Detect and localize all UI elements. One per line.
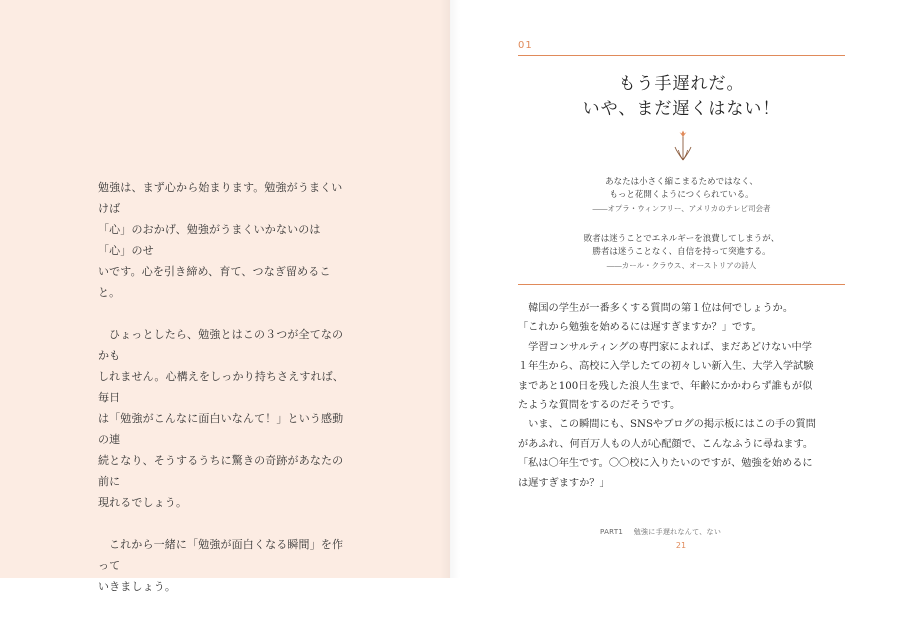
page-number: 21	[675, 541, 687, 550]
text-line: いきましょう。	[98, 580, 177, 593]
left-paragraph-2	[98, 324, 344, 513]
text-line: いです。心を引き締め、育て、つなぎ留めること。	[98, 265, 331, 299]
chapter-title-line-2: いや、まだ遅くはない！	[582, 99, 781, 119]
epigraph-attribution: ――カール・クラウス、オーストリアの詩人	[606, 261, 757, 270]
epigraph-line: あなたは小さく縮こまるためではなく、	[605, 177, 758, 187]
text-line: 「私は〇年生です。〇〇校に入りたいのですが、勉強を始めるに	[518, 458, 813, 470]
left-page	[0, 0, 450, 593]
chapter-title-line-1: もう手遅れだ。	[618, 74, 745, 94]
text-line: 韓国の学生が一番多くする質問の第１位は何でしょうか。	[518, 303, 794, 314]
running-footer	[600, 527, 721, 537]
text-line: まであと100日を残した浪人生まで、年齢にかかわらず誰もが似	[518, 380, 813, 392]
epigraph-line: 勝者は迷うことなく、自信を持って突進する。	[592, 247, 771, 257]
text-line: いま、この瞬間にも、SNSやブログの掲示板にはこの手の質問	[518, 419, 816, 431]
chapter-number: 01	[518, 40, 533, 51]
running-part: PART1	[600, 528, 624, 536]
chapter-title	[518, 72, 845, 122]
text-line: 現れるでしょう。	[98, 496, 188, 509]
epigraph-line: もっと花開くようにつくられている。	[609, 190, 754, 200]
chapter-rule-middle	[518, 284, 845, 285]
text-line: これから一緒に「勉強が面白くなる瞬間」を作って	[98, 538, 344, 572]
text-line: 勉強は、まず心から始まります。勉強がうまくいけば	[98, 181, 343, 215]
epigraph-1	[518, 176, 845, 215]
left-paragraph-3	[98, 534, 344, 597]
left-paragraph-1	[98, 177, 344, 303]
text-line: たような質問をするのだそうです。	[518, 400, 681, 412]
text-line: １年生から、高校に入学したての初々しい新入生、大学入学試験	[518, 361, 814, 373]
text-line: 「これから勉強を始めるには遅すぎますか？」です。	[518, 322, 762, 334]
text-line: は「勉強がこんなに面白いなんて！」という感動の連	[98, 412, 344, 446]
epigraph-attribution: ――オプラ・ウィンフリー、アメリカのテレビ司会者	[592, 204, 771, 213]
epigraph-line: 敗者は迷うことでエネルギーを浪費してしまうが、	[583, 234, 780, 244]
right-page-body	[518, 299, 848, 493]
text-line: があふれ、何百万人もの人が心配顔で、こんなふうに尋ねます。	[518, 438, 814, 450]
text-line: 「心」のおかげ、勉強がうまくいかないのは「心」のせ	[98, 223, 321, 257]
flower-icon	[672, 130, 694, 162]
left-page-body	[98, 177, 344, 618]
text-line: しれません。心構えをしっかり持ちさえすれば、毎日	[98, 370, 344, 404]
running-title: 勉強に手遅れなんて、ない	[633, 528, 722, 536]
text-line: ひょっとしたら、勉強とはこの３つが全てなのかも	[98, 328, 344, 362]
epigraph-2	[518, 233, 845, 272]
chapter-rule-top	[518, 55, 845, 56]
text-line: 続となり、そうするうちに驚きの奇跡があなたの前に	[98, 454, 344, 488]
text-line: は遅すぎますか？」	[518, 477, 610, 489]
text-line: 学習コンサルティングの専門家によれば、まだあどけない中学	[518, 341, 812, 353]
